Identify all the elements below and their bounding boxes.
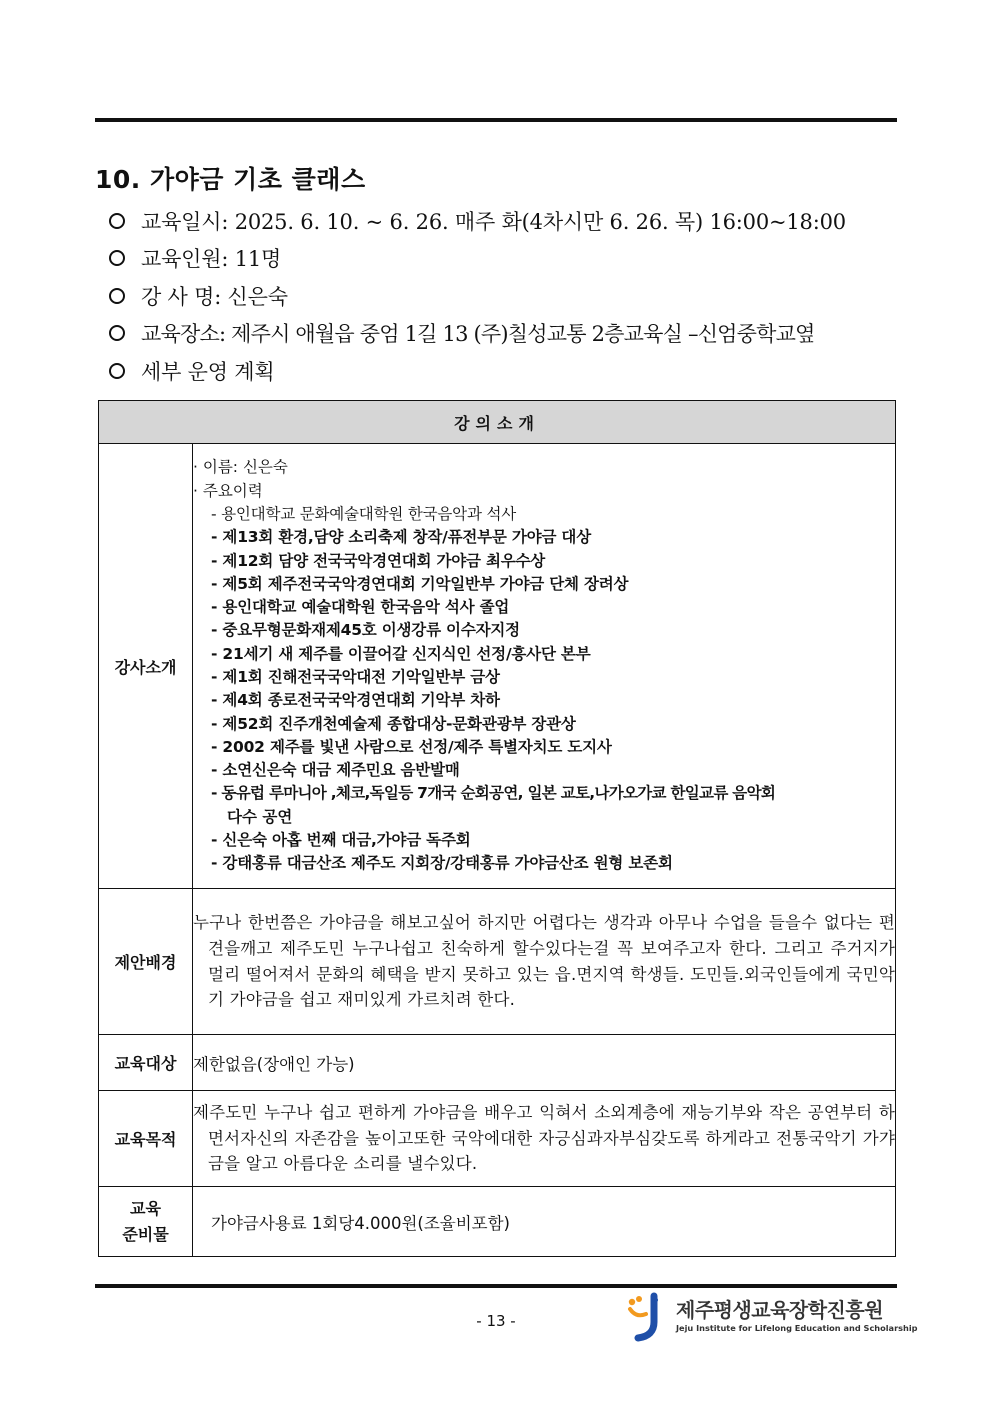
background-content xyxy=(193,889,896,1035)
info-text: 교육장소: 제주시 애월읍 중엄 1길 13 (주)칠성교통 2층교육실 –신엄중학교옆 xyxy=(141,322,815,347)
career-item: - 용인대학교 문화예술대학원 한국음악과 석사 xyxy=(211,504,516,523)
career-item: - 제52회 진주개천예술제 종합대상-문화관광부 장관상 xyxy=(211,714,576,733)
career-item: - 제5회 제주전국국악경연대회 기악일반부 가야금 단체 장려상 xyxy=(211,574,629,593)
materials-content xyxy=(193,1187,896,1257)
career-item: - 중요무형문화재제45호 이생강류 이수자지정 xyxy=(211,621,520,640)
career-title: · 주요이력 xyxy=(193,481,263,500)
row-label-materials xyxy=(99,1187,193,1257)
info-text: 세부 운영 계획 xyxy=(141,359,275,384)
background-text: 누구나 한번쯤은 가야금을 해보고싶어 하지만 어렵다는 생각과 아무나 수업을 들을수 없다는 편견을깨고 제주도민 누구나쉽고 친숙하게 할수있다는걸 꼭 보여주고자 한다. 그리고 주거지가 멀리 떨어져서 문화의 혜택을 받지 못하고 있는 읍.면지역 학생들. 도민들.외국인들에게 국민악기 가야금을 쉽고 재미있게 가르치려 한다. xyxy=(193,913,895,1010)
org-name: 제주평생교육장학진흥원 xyxy=(676,1298,884,1322)
career-item: - 제1회 진해전국국악대전 기악일반부 금상 xyxy=(211,668,500,686)
career-item: - 21세기 새 제주를 이끌어갈 신지식인 선정/흥사단 본부 xyxy=(211,644,591,663)
info-location xyxy=(105,315,900,353)
career-item: - 제4회 종로전국국악경연대회 기악부 차하 xyxy=(211,691,500,710)
career-item: - 2002 제주를 빛낸 사람으로 선정/제주 특별자치도 도지사 xyxy=(211,737,612,756)
circle-bullet-icon xyxy=(109,325,125,341)
instructor-name: · 이름: 신은숙 xyxy=(193,458,288,477)
career-item: - 소연신은숙 대금 제주민요 음반발매 xyxy=(211,761,460,780)
row-label-instructor: 강사소개 xyxy=(99,444,193,889)
info-list xyxy=(105,202,900,390)
info-text: 강 사 명: 신은숙 xyxy=(141,284,288,309)
row-label-purpose: 교육목적 xyxy=(99,1091,193,1187)
career-item: - 동유럽 루마니아 ,체코,독일등 7개국 순회공연, 일본 교토,나가오가쿄 한일교류 음악회 xyxy=(211,784,776,803)
materials-label-line2: 준비물 xyxy=(122,1224,169,1244)
career-item: - 제12회 담양 전국국악경연대회 가야금 최우수상 xyxy=(211,551,546,570)
circle-bullet-icon xyxy=(109,288,125,304)
page-number: - 13 - xyxy=(476,1312,516,1330)
materials-label-line1: 교육 xyxy=(130,1198,161,1218)
info-instructor xyxy=(105,277,900,315)
career-item: - 강태홍류 대금산조 제주도 지회장/강태홍류 가야금산조 원형 보존회 xyxy=(211,854,673,873)
table-header: 강의소개 xyxy=(99,401,896,444)
target-text: 제한없음(장애인 가능) xyxy=(193,1054,355,1074)
top-rule xyxy=(95,118,897,122)
section-title: 10. 가야금 기초 클래스 xyxy=(95,165,366,194)
circle-bullet-icon xyxy=(109,213,125,229)
org-logo xyxy=(626,1292,918,1342)
career-item: - 제13회 환경,담양 소리축제 창작/퓨전부문 가야금 대상 xyxy=(211,528,591,547)
purpose-text: 제주도민 누구나 쉽고 편하게 가야금을 배우고 익혀서 소외계층에 재능기부와 작은 공연부터 하면서자신의 자존감을 높이고또한 국악에대한 자긍심과자부심갖도록 하게라고 전통국악기 가갸금을 알고 아름다운 소리를 낼수있다. xyxy=(193,1103,895,1174)
info-plan xyxy=(105,352,900,390)
instructor-content xyxy=(193,444,896,889)
row-label-background: 제안배경 xyxy=(99,889,193,1035)
info-headcount xyxy=(105,240,900,278)
materials-text: 가야금사용료 1회당4.000원(조율비포함) xyxy=(211,1213,510,1233)
info-schedule xyxy=(105,202,900,240)
lecture-table xyxy=(98,400,896,1257)
career-item: - 용인대학교 예술대학원 한국음악 석사 졸업 xyxy=(211,598,510,617)
org-name-en: Jeju Institute for Lifelong Education and Scholarship xyxy=(676,1323,918,1333)
target-content xyxy=(193,1035,896,1091)
purpose-content xyxy=(193,1091,896,1187)
bottom-rule xyxy=(95,1284,897,1288)
org-logo-icon xyxy=(626,1292,668,1342)
row-label-target: 교육대상 xyxy=(99,1035,193,1091)
career-item-continued: 다수 공연 xyxy=(227,807,293,826)
info-text: 교육인원: 11명 xyxy=(141,247,282,272)
circle-bullet-icon xyxy=(109,363,125,379)
info-text: 교육일시: 2025. 6. 10. ~ 6. 26. 매주 화(4차시만 6. 26. 목) 16:00~18:00 xyxy=(141,209,846,234)
career-item: - 신은숙 아홉 번째 대금,가야금 독주회 xyxy=(211,831,471,850)
circle-bullet-icon xyxy=(109,250,125,266)
